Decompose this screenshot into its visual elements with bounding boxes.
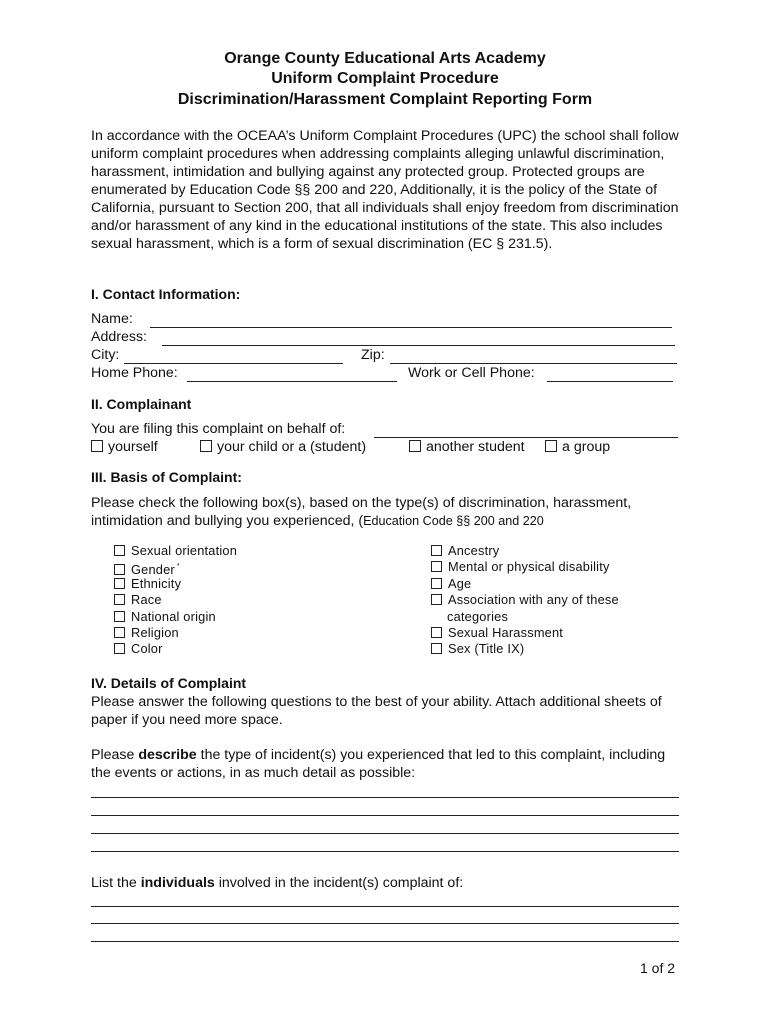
page-number: 1 of 2 — [640, 960, 676, 976]
details-heading: IV. Details of Complaint — [91, 675, 247, 691]
basis-option-gender[interactable]: Gender * — [114, 559, 237, 575]
option-a-group[interactable]: a group — [545, 439, 610, 455]
basis-left-column — [114, 543, 237, 658]
basis-option-age[interactable]: Age — [431, 576, 619, 592]
checkbox-icon[interactable] — [114, 578, 125, 589]
name-field[interactable] — [150, 327, 672, 328]
checkbox-icon[interactable] — [545, 440, 557, 452]
basis-option-sex-title-ix[interactable]: Sex (Title IX) — [431, 641, 619, 657]
basis-option-ethnicity[interactable]: Ethnicity — [114, 576, 237, 592]
basis-option-color[interactable]: Color — [114, 641, 237, 657]
checkbox-icon[interactable] — [431, 643, 442, 654]
individuals-prompt: List the individuals involved in the incident(s) complaint of: — [91, 875, 464, 891]
basis-heading: III. Basis of Complaint: — [91, 469, 242, 485]
basis-option-association[interactable]: Association with any of these — [431, 592, 619, 608]
checkbox-icon[interactable] — [431, 545, 442, 556]
basis-option-race[interactable]: Race — [114, 592, 237, 608]
form-title: Discrimination/Harassment Complaint Reporting Form — [177, 91, 593, 108]
work-phone-label: Work or Cell Phone: — [408, 365, 535, 381]
zip-field[interactable] — [390, 363, 677, 364]
checkbox-icon[interactable] — [114, 594, 125, 605]
home-phone-label: Home Phone: — [91, 365, 178, 381]
describe-answer-line-3[interactable] — [91, 833, 679, 834]
checkbox-icon[interactable] — [114, 564, 125, 575]
address-field[interactable] — [162, 345, 675, 346]
checkbox-icon[interactable] — [409, 440, 421, 452]
gender-footnote-mark: * — [176, 563, 180, 571]
city-field[interactable] — [124, 363, 343, 364]
checkbox-icon[interactable] — [114, 611, 125, 622]
basis-instruction: Please check the following box(s), based on the type(s) of discrimination, harassment, intimidation and bullying you experienced, (Education Code §§ 200 and 220 — [91, 495, 632, 529]
basis-option-religion[interactable]: Religion — [114, 625, 237, 641]
individuals-answer-line-3[interactable] — [91, 941, 679, 942]
home-phone-field[interactable] — [187, 381, 397, 382]
checkbox-icon[interactable] — [431, 627, 442, 638]
checkbox-icon[interactable] — [431, 561, 442, 572]
checkbox-icon[interactable] — [114, 627, 125, 638]
basis-option-ancestry[interactable]: Ancestry — [431, 543, 619, 559]
city-label: City: — [91, 347, 120, 363]
basis-option-disability[interactable]: Mental or physical disability — [431, 559, 619, 575]
individuals-answer-line-1[interactable] — [91, 906, 679, 907]
describe-answer-line-1[interactable] — [91, 797, 679, 798]
complainant-prompt: You are filing this complaint on behalf of: — [91, 421, 346, 437]
describe-answer-line-4[interactable] — [91, 851, 679, 852]
contact-heading: I. Contact Information: — [91, 286, 241, 302]
checkbox-icon[interactable] — [91, 440, 103, 452]
checkbox-icon[interactable] — [114, 643, 125, 654]
details-instruction: Please answer the following questions to the best of your ability. Attach additional sheets of paper if you need more space. — [91, 694, 662, 728]
option-yourself[interactable]: yourself — [91, 439, 158, 455]
basis-right-column — [431, 543, 619, 658]
work-phone-field[interactable] — [547, 381, 673, 382]
basis-option-sexual-orientation[interactable]: Sexual orientation — [114, 543, 237, 559]
option-another-student[interactable]: another student — [409, 439, 525, 455]
basis-option-association-continued: categories — [447, 608, 509, 624]
procedure-title: Uniform Complaint Procedure — [271, 70, 499, 87]
option-your-child[interactable]: your child or a (student) — [200, 439, 366, 455]
address-label: Address: — [91, 329, 147, 345]
basis-option-national-origin[interactable]: National origin — [114, 609, 237, 625]
describe-answer-line-2[interactable] — [91, 815, 679, 816]
checkbox-icon[interactable] — [114, 545, 125, 556]
checkbox-icon[interactable] — [431, 578, 442, 589]
school-name: Orange County Educational Arts Academy — [224, 50, 546, 67]
checkbox-icon[interactable] — [431, 594, 442, 605]
intro-paragraph: In accordance with the OCEAA’s Uniform Complaint Procedures (UPC) the school shall follow uniform complaint procedures when addressing complaints alleging unlawful discrimination, harassment, intimidation and bullying against any protected group. Protected groups are enumerated by Education Code §§ 200 and 220, Additionally, it is the policy of the State of California, pursuant to Section 200, that all individuals shall enjoy freedom from discrimination and/or harassment of any kind in the educational institutions of the state. This also includes sexual harassment, which is a form of sexual discrimination (EC § 231.5). — [91, 128, 679, 252]
complainant-heading: II. Complainant — [91, 396, 192, 412]
zip-label: Zip: — [361, 347, 385, 363]
behalf-field[interactable] — [374, 437, 678, 438]
individuals-answer-line-2[interactable] — [91, 923, 679, 924]
describe-prompt: Please describe the type of incident(s) you experienced that led to this complaint, including the events or actions, in as much detail as possible: — [91, 747, 666, 781]
name-label: Name: — [91, 311, 133, 327]
checkbox-icon[interactable] — [200, 440, 212, 452]
basis-option-sexual-harassment[interactable]: Sexual Harassment — [431, 625, 619, 641]
